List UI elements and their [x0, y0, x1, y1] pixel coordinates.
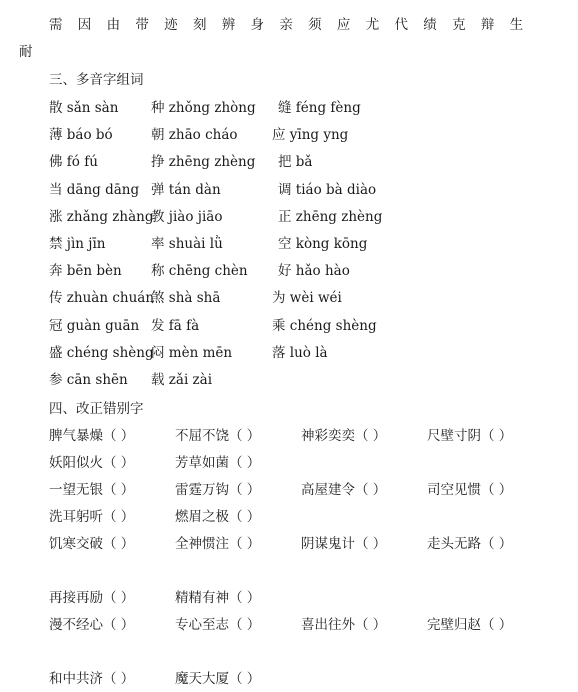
polyphone-entry: 称 chēng chèn [151, 263, 248, 279]
polyphone-entry: 把 bǎ [278, 154, 313, 170]
polyphone-entry: 冠 guàn guān [49, 318, 140, 334]
idiom-correction-item: 再接再励（ ） [49, 590, 135, 606]
polyphone-entry: 当 dāng dāng [49, 182, 140, 198]
idiom-correction-item: 司空见惯（ ） [427, 482, 513, 498]
idiom-correction-item: 走头无路（ ） [427, 536, 513, 552]
polyphone-entry: 涨 zhǎng zhàng [49, 209, 154, 225]
polyphone-entry: 奔 bēn bèn [49, 263, 122, 279]
idiom-correction-item: 和中共济（ ） [49, 671, 135, 687]
section-title-typos: 四、改正错别字 [49, 401, 144, 417]
polyphone-entry: 发 fā fà [151, 318, 200, 334]
polyphone-entry: 禁 jìn jīn [49, 236, 106, 252]
idiom-correction-item: 洗耳躬听（ ） [49, 509, 135, 525]
polyphone-entry: 为 wèi wéi [272, 290, 342, 306]
polyphone-entry: 空 kòng kōng [278, 236, 368, 252]
polyphone-entry: 好 hǎo hào [278, 263, 350, 279]
polyphone-entry: 种 zhǒng zhòng [151, 100, 256, 116]
polyphone-entry: 薄 báo bó [49, 127, 113, 143]
idiom-correction-item: 完壁归赵（ ） [427, 617, 513, 633]
idiom-correction-item: 高屋建令（ ） [301, 482, 387, 498]
idiom-correction-item: 雷霆万钩（ ） [175, 482, 261, 498]
polyphone-entry: 盛 chéng shèng [49, 345, 154, 361]
idiom-correction-item: 专心至志（ ） [175, 617, 261, 633]
idiom-correction-item: 尺壁寸阴（ ） [427, 428, 513, 444]
idiom-correction-item: 神彩奕奕（ ） [301, 428, 387, 444]
polyphone-entry: 缝 féng fèng [278, 100, 361, 116]
polyphone-entry: 乘 chéng shèng [272, 318, 377, 334]
polyphone-entry: 落 luò là [272, 345, 328, 361]
idiom-correction-item: 芳草如菌（ ） [175, 455, 261, 471]
polyphone-entry: 参 cān shēn [49, 372, 128, 388]
idiom-correction-item: 阴谋鬼计（ ） [301, 536, 387, 552]
polyphone-entry: 应 yīng yng [272, 127, 349, 143]
polyphone-entry: 载 zǎi zài [151, 372, 213, 388]
idiom-correction-item: 全神惯注（ ） [175, 536, 261, 552]
polyphone-entry: 传 zhuàn chuán [49, 290, 155, 306]
polyphone-entry: 调 tiáo bà diào [278, 182, 377, 198]
polyphone-entry: 率 shuài lǜ [151, 236, 223, 252]
section-title-polyphones: 三、多音字组词 [49, 72, 144, 88]
idiom-correction-item: 漫不经心（ ） [49, 617, 135, 633]
polyphone-entry: 闷 mèn mēn [151, 345, 233, 361]
idiom-correction-item: 饥寒交破（ ） [49, 536, 135, 552]
idiom-correction-item: 不屈不饶（ ） [175, 428, 261, 444]
idiom-correction-item: 燃眉之极（ ） [175, 509, 261, 525]
idiom-correction-item: 喜出往外（ ） [301, 617, 387, 633]
character-list-row: 需 因 由 带 迹 刻 辨 身 亲 须 应 尤 代 绩 克 辩 生 [49, 17, 524, 33]
idiom-correction-item: 妖阳似火（ ） [49, 455, 135, 471]
polyphone-entry: 弹 tán dàn [151, 182, 221, 198]
polyphone-entry: 散 sǎn sàn [49, 100, 119, 116]
polyphone-entry: 煞 shà shā [151, 290, 221, 306]
polyphone-entry: 教 jiào jiāo [151, 209, 223, 225]
idiom-correction-item: 魔天大厦（ ） [175, 671, 261, 687]
polyphone-entry: 正 zhēng zhèng [278, 209, 383, 225]
polyphone-entry: 朝 zhāo cháo [151, 127, 238, 143]
idiom-correction-item: 一望无银（ ） [49, 482, 135, 498]
polyphone-entry: 佛 fó fú [49, 154, 98, 170]
character-list-wrap: 耐 [19, 44, 33, 60]
idiom-correction-item: 脾气暴燥（ ） [49, 428, 135, 444]
polyphone-entry: 挣 zhēng zhèng [151, 154, 256, 170]
idiom-correction-item: 精精有神（ ） [175, 590, 261, 606]
